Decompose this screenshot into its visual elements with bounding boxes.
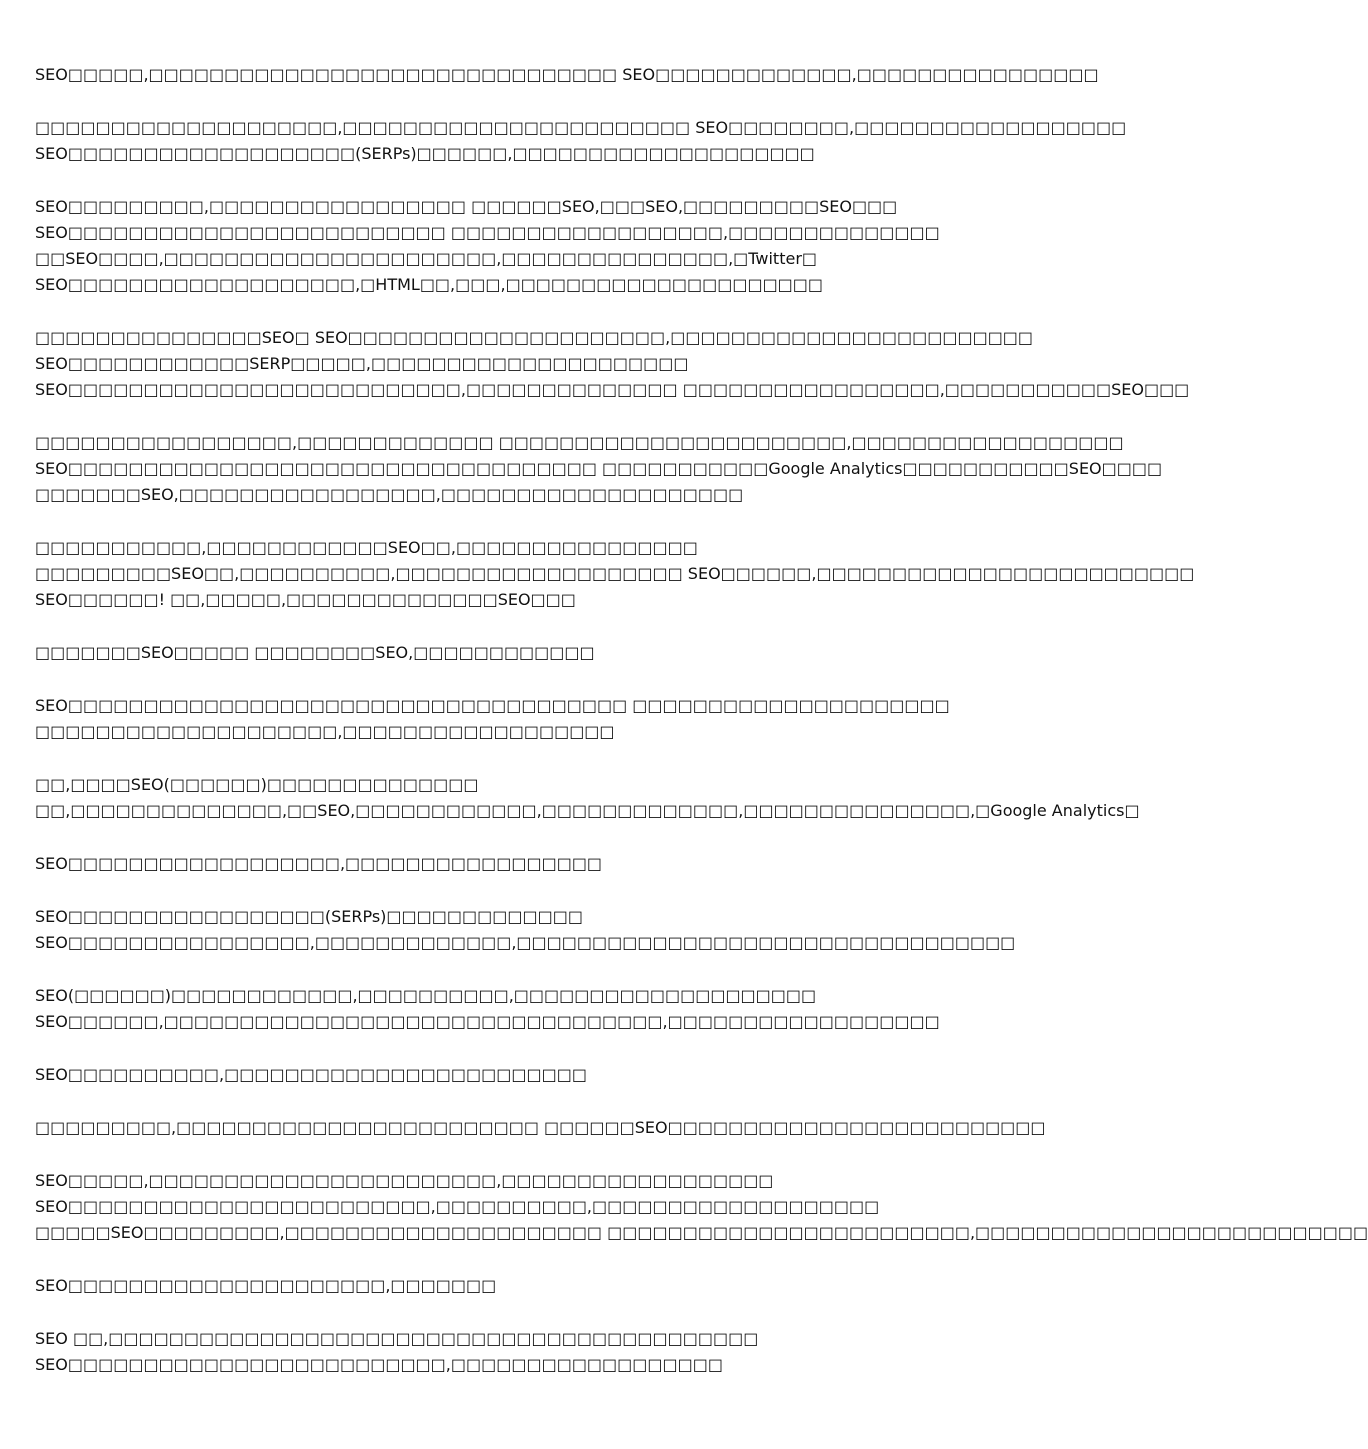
text-line: □□□□□□□□□□□□□□□□□□□□,□□□□□□□□□□□□□□□□□□□□□□□ SEO□□□□□□□□,□□□□□□□□□□□□□□□□□□ bbox=[35, 118, 1127, 137]
paragraph bbox=[35, 1115, 1046, 1141]
text-line: □□□□□□□□□□□□□□□□□,□□□□□□□□□□□□□ □□□□□□□□□□□□□□□□□□□□□□□,□□□□□□□□□□□□□□□□□□ bbox=[35, 433, 1124, 452]
text-line: SEO□□□□□□,□□□□□□□□□□□□□□□□□□□□□□□□□□□□□□□□□,□□□□□□□□□□□□□□□□□□ bbox=[35, 1012, 940, 1031]
text-line: SEO□□□□□□□□□,□□□□□□□□□□□□□□□□□ □□□□□□SEO,□□□SEO,□□□□□□□□□SEO□□□ bbox=[35, 197, 898, 216]
text-line: SEO□□□□□□□□□□□□□□□□□□□□□□□□,□□□□□□□□□□,□□□□□□□□□□□□□□□□□□□ bbox=[35, 1197, 880, 1216]
text-line: □□,□□□□□□□□□□□□□□,□□SEO,□□□□□□□□□□□□,□□□□□□□□□□□□□,□□□□□□□□□□□□□□□,□Google Analytics□ bbox=[35, 801, 1140, 820]
text-line: SEO□□□□□□□□□□□□□□□□□□□□□,□□□□□□□ bbox=[35, 1276, 497, 1295]
text-line: □□SEO□□□□,□□□□□□□□□□□□□□□□□□□□□□,□□□□□□□□□□□□□□□,□Twitter□ bbox=[35, 249, 818, 268]
paragraph bbox=[35, 62, 1099, 88]
text-line: □□□□□□□□□□□□□□□SEO□ SEO□□□□□□□□□□□□□□□□□□□□□,□□□□□□□□□□□□□□□□□□□□□□□□ bbox=[35, 328, 1034, 347]
paragraph bbox=[35, 772, 1140, 824]
paragraph bbox=[35, 983, 994, 1035]
text-line: □□□□□SEO□□□□□□□□□,□□□□□□□□□□□□□□□□□□□□□ □□□□□□□□□□□□□□□□□□□□□□□□,□□□□□□□□□□□□□□□□□□□□□□□□□□ bbox=[35, 1223, 1368, 1242]
paragraph bbox=[35, 325, 1190, 403]
paragraph bbox=[35, 851, 994, 877]
paragraph bbox=[35, 1273, 994, 1299]
text-line: □□□□□□□□□SEO□□,□□□□□□□□□□,□□□□□□□□□□□□□□□□□□□ SEO□□□□□□,□□□□□□□□□□□□□□□□□□□□□□□□□ bbox=[35, 564, 1195, 583]
text-line: SEO□□□□□□! □□,□□□□□,□□□□□□□□□□□□□□SEO□□□ bbox=[35, 590, 576, 609]
paragraph bbox=[35, 904, 1016, 956]
text-line: SEO□□□□□□□□□□□□□□□□□□□□□□□□□,□□□□□□□□□□□□□□□□□□ bbox=[35, 1355, 723, 1374]
text-line: SEO□□□□□□□□□□□□□□□□□□□,□HTML□□,□□□,□□□□□□□□□□□□□□□□□□□□□ bbox=[35, 275, 824, 294]
paragraph bbox=[35, 1062, 994, 1088]
text-line: SEO□□□□□,□□□□□□□□□□□□□□□□□□□□□□□,□□□□□□□□□□□□□□□□□□ bbox=[35, 1171, 774, 1190]
text-line: SEO□□□□□□□□□□,□□□□□□□□□□□□□□□□□□□□□□□□ bbox=[35, 1065, 587, 1084]
text-line: SEO□□□□□,□□□□□□□□□□□□□□□□□□□□□□□□□□□□□□□ SEO□□□□□□□□□□□□□,□□□□□□□□□□□□□□□□ bbox=[35, 65, 1099, 84]
paragraph bbox=[35, 430, 1163, 508]
text-line: SEO□□□□□□□□□□□□□□□□□□□□□□□□□□□□□□□□□□□□□ □□□□□□□□□□□□□□□□□□□□□ bbox=[35, 696, 950, 715]
text-line: SEO□□□□□□□□□□□□□□□□□(SERPs)□□□□□□□□□□□□□ bbox=[35, 907, 583, 926]
text-line: SEO □□,□□□□□□□□□□□□□□□□□□□□□□□□□□□□□□□□□□□□□□□□□□□ bbox=[35, 1329, 759, 1348]
text-line: SEO□□□□□□□□□□□□□□□□□□,□□□□□□□□□□□□□□□□□ bbox=[35, 854, 603, 873]
text-line: □□□□□□□SEO□□□□□ □□□□□□□□SEO,□□□□□□□□□□□□ bbox=[35, 643, 595, 662]
text-line: SEO□□□□□□□□□□□□□□□□,□□□□□□□□□□□□□,□□□□□□□□□□□□□□□□□□□□□□□□□□□□□□□□□ bbox=[35, 933, 1016, 952]
text-line: SEO□□□□□□□□□□□□□□□□□□□□□□□□□□□□□□□□□□□ □□□□□□□□□□□Google Analytics□□□□□□□□□□□SEO□□□□ bbox=[35, 459, 1163, 478]
text-line: SEO□□□□□□□□□□□□□□□□□□□□□□□□□ □□□□□□□□□□□□□□□□□□,□□□□□□□□□□□□□□ bbox=[35, 223, 940, 242]
paragraph bbox=[35, 1326, 994, 1378]
paragraph bbox=[35, 535, 1195, 613]
text-line: □□,□□□□SEO(□□□□□□)□□□□□□□□□□□□□□ bbox=[35, 775, 479, 794]
paragraph bbox=[35, 693, 994, 745]
paragraph bbox=[35, 1168, 1368, 1246]
text-line: SEO□□□□□□□□□□□□□□□□□□□(SERPs)□□□□□□,□□□□□□□□□□□□□□□□□□□□ bbox=[35, 144, 815, 163]
text-line: SEO□□□□□□□□□□□□□□□□□□□□□□□□□□,□□□□□□□□□□□□□□ □□□□□□□□□□□□□□□□□,□□□□□□□□□□□SEO□□□ bbox=[35, 380, 1190, 399]
text-line: □□□□□□□SEO,□□□□□□□□□□□□□□□□□,□□□□□□□□□□□□□□□□□□□□ bbox=[35, 485, 744, 504]
paragraph bbox=[35, 115, 1127, 167]
text-line: □□□□□□□□□,□□□□□□□□□□□□□□□□□□□□□□□□ □□□□□□SEO□□□□□□□□□□□□□□□□□□□□□□□□□ bbox=[35, 1118, 1046, 1137]
paragraph bbox=[35, 194, 994, 298]
text-line: SEO(□□□□□□)□□□□□□□□□□□□,□□□□□□□□□□,□□□□□□□□□□□□□□□□□□□□ bbox=[35, 986, 817, 1005]
text-line: SEO□□□□□□□□□□□□SERP□□□□□,□□□□□□□□□□□□□□□□□□□□□ bbox=[35, 354, 689, 373]
text-line: □□□□□□□□□□□□□□□□□□□□,□□□□□□□□□□□□□□□□□□ bbox=[35, 722, 615, 741]
text-line: □□□□□□□□□□□,□□□□□□□□□□□□SEO□□,□□□□□□□□□□□□□□□□ bbox=[35, 538, 698, 557]
paragraph bbox=[35, 640, 994, 666]
